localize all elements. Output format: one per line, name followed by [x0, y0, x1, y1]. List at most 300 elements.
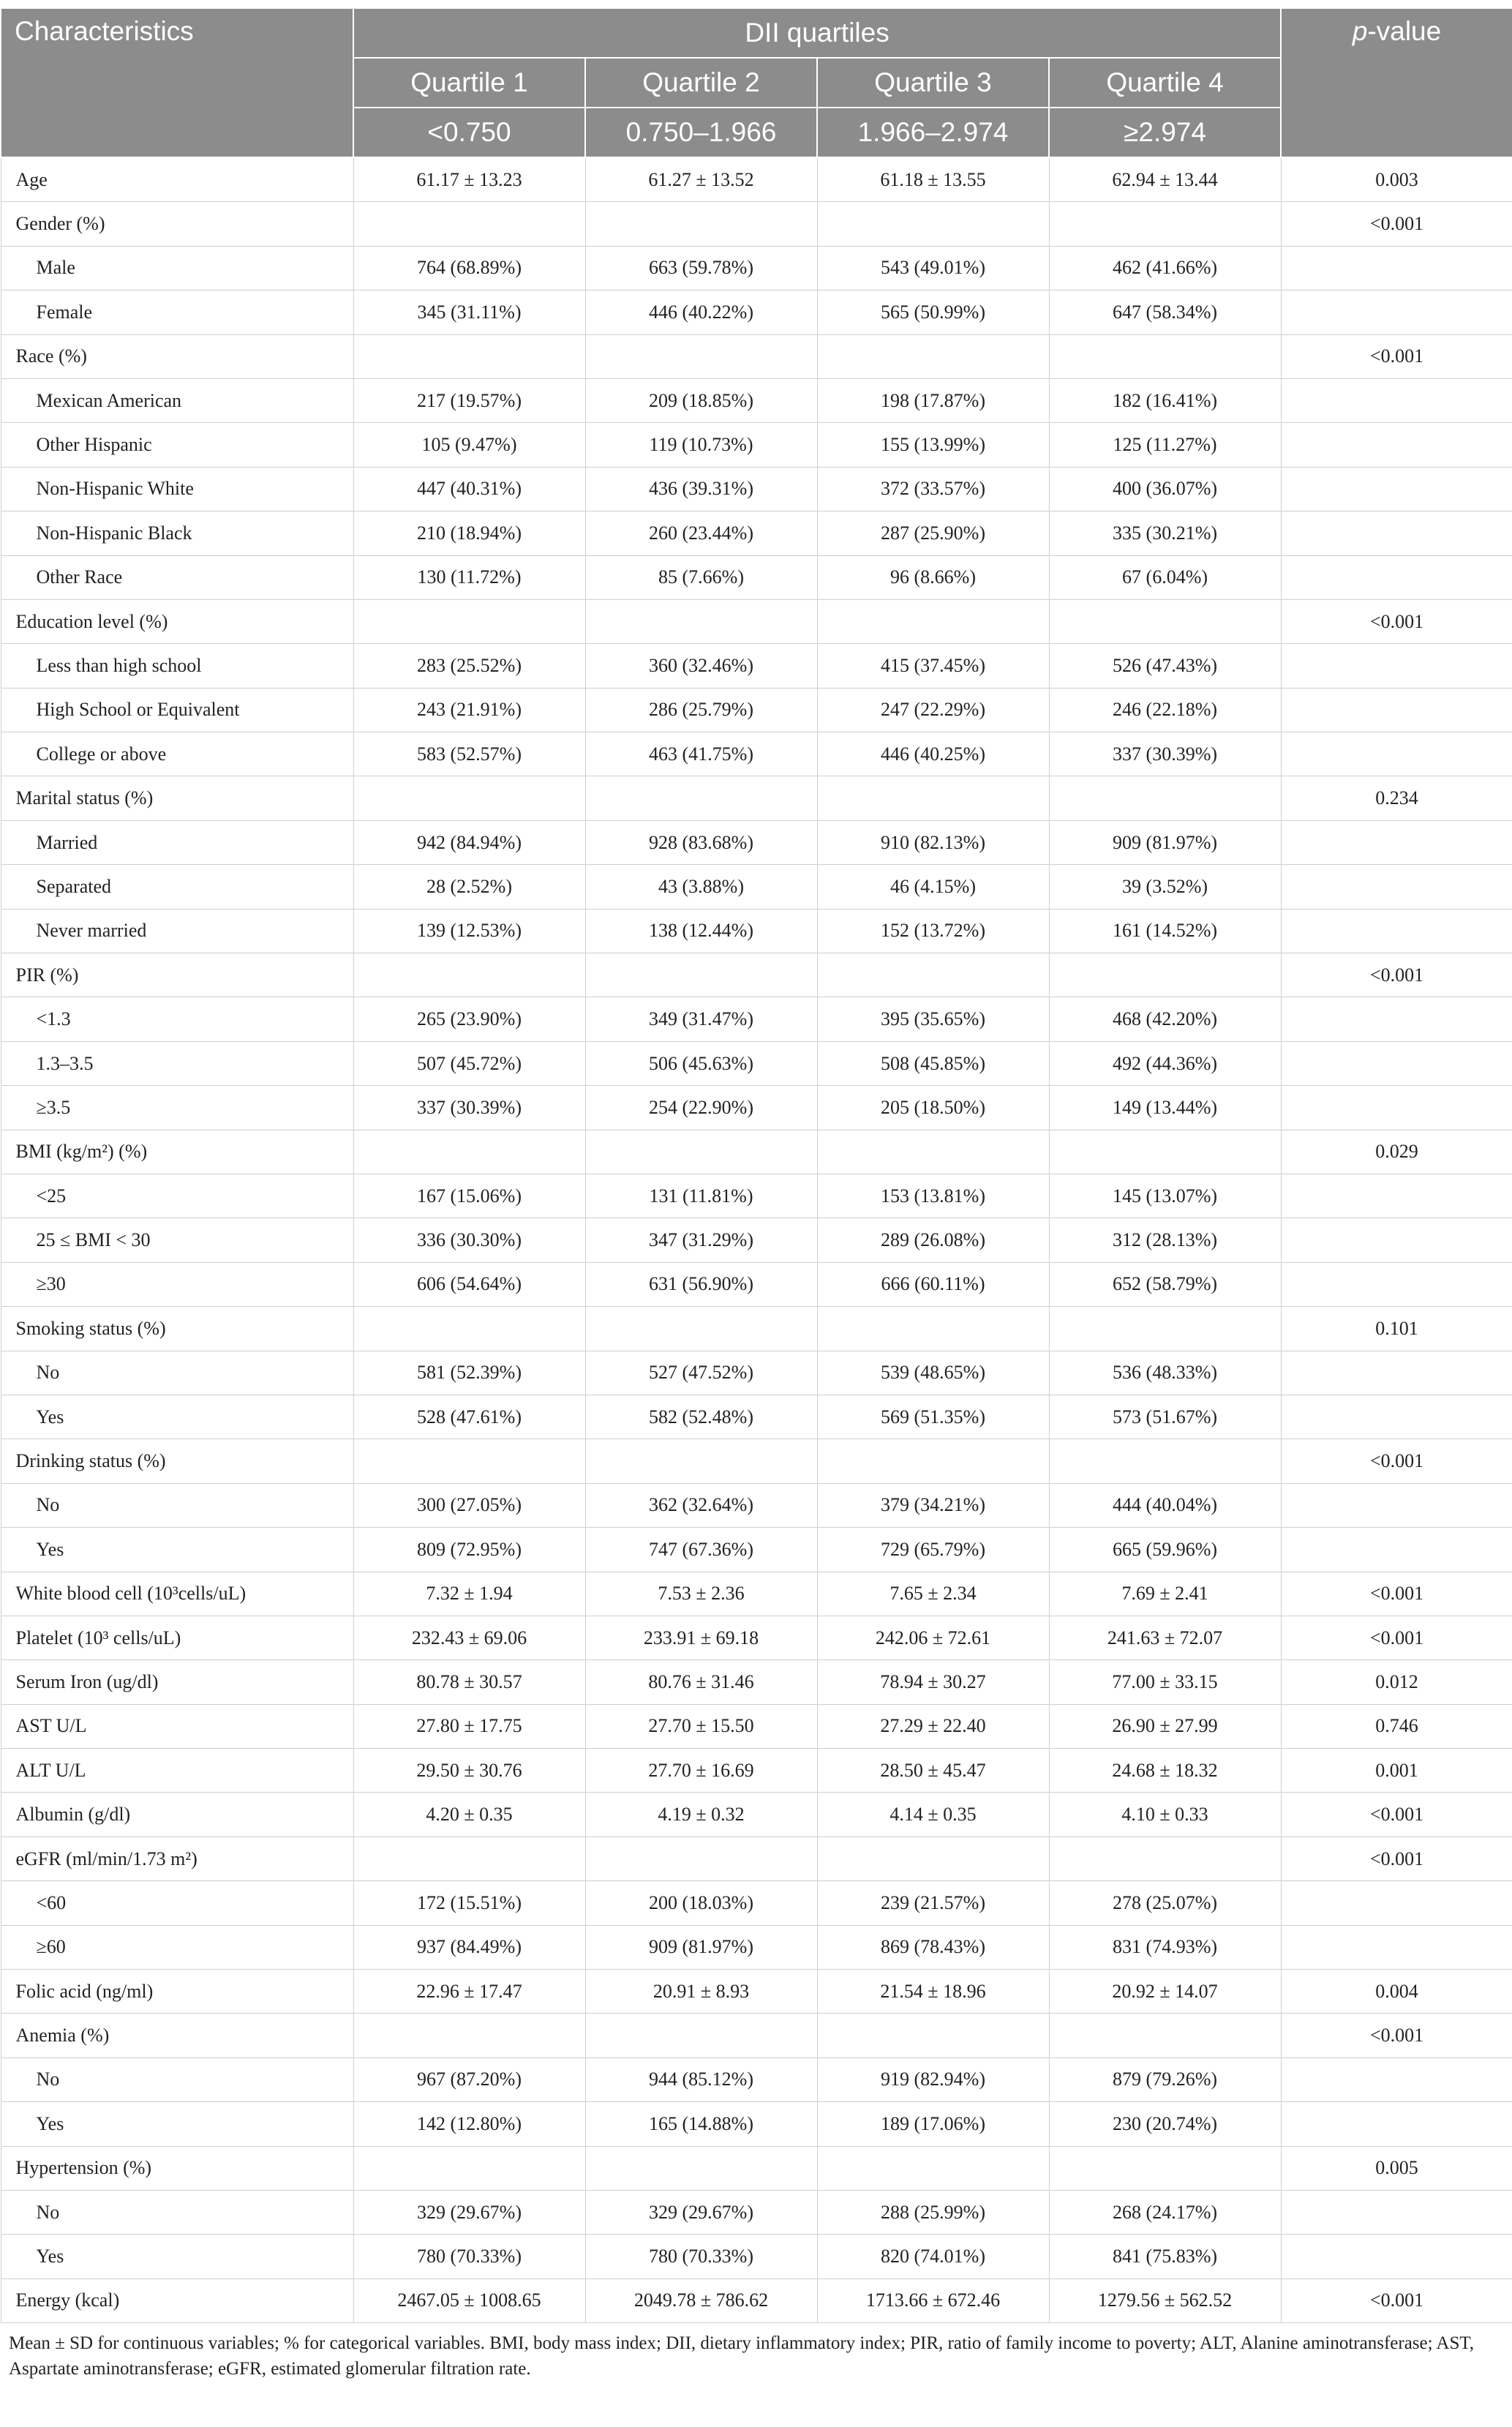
quartile-value-cell: 329 (29.67%)	[353, 2190, 585, 2234]
quartile-value-cell	[585, 599, 817, 643]
quartile-value-cell: 243 (21.91%)	[353, 688, 585, 732]
table-row	[1, 953, 1512, 997]
quartile-value-cell: 436 (39.31%)	[585, 467, 817, 511]
row-label: Drinking status (%)	[1, 1439, 353, 1483]
row-label: Other Hispanic	[1, 423, 353, 467]
quartile-value-cell: 80.78 ± 30.57	[353, 1660, 585, 1704]
table-row	[1, 909, 1512, 953]
quartile-value-cell: 909 (81.97%)	[585, 1925, 817, 1969]
quartile-value-cell: 149 (13.44%)	[1049, 1086, 1281, 1130]
p-value-cell	[1281, 865, 1512, 909]
quartile-value-cell: 581 (52.39%)	[353, 1351, 585, 1395]
p-value-cell	[1281, 688, 1512, 732]
quartile-value-cell: 61.17 ± 13.23	[353, 157, 585, 202]
quartile-value-cell: 729 (65.79%)	[817, 1528, 1049, 1572]
row-label: <25	[1, 1174, 353, 1218]
table-row	[1, 2057, 1512, 2101]
quartile-value-cell	[353, 334, 585, 378]
quartile-value-cell: 329 (29.67%)	[585, 2190, 817, 2234]
row-label: Less than high school	[1, 644, 353, 688]
p-value-cell	[1281, 820, 1512, 864]
p-value-cell: <0.001	[1281, 599, 1512, 643]
quartile-value-cell: 62.94 ± 13.44	[1049, 157, 1281, 202]
table-row	[1, 1439, 1512, 1483]
quartile-value-cell: 125 (11.27%)	[1049, 423, 1281, 467]
quartile-value-cell: 242.06 ± 72.61	[817, 1616, 1049, 1659]
row-label: 1.3–3.5	[1, 1041, 353, 1085]
quartile-value-cell: 583 (52.57%)	[353, 732, 585, 776]
table-row	[1, 157, 1512, 202]
quartile-value-cell: 167 (15.06%)	[353, 1174, 585, 1218]
row-label: Gender (%)	[1, 202, 353, 246]
quartile-value-cell: 942 (84.94%)	[353, 820, 585, 864]
quartile-value-cell: 205 (18.50%)	[817, 1086, 1049, 1130]
p-value-cell: 0.012	[1281, 1660, 1512, 1704]
quartile-value-cell: 967 (87.20%)	[353, 2057, 585, 2101]
quartile-value-cell: 928 (83.68%)	[585, 820, 817, 864]
p-value-cell: <0.001	[1281, 953, 1512, 997]
quartile-value-cell: 1279.56 ± 562.52	[1049, 2278, 1281, 2322]
p-value-cell	[1281, 997, 1512, 1041]
quartile-value-cell: 287 (25.90%)	[817, 511, 1049, 555]
quartile-value-cell: 78.94 ± 30.27	[817, 1660, 1049, 1704]
quartile-value-cell: 155 (13.99%)	[817, 423, 1049, 467]
p-value-cell: <0.001	[1281, 334, 1512, 378]
quartile-value-cell: 1713.66 ± 672.46	[817, 2278, 1049, 2322]
quartile-value-cell: 145 (13.07%)	[1049, 1174, 1281, 1218]
quartile-value-cell: 937 (84.49%)	[353, 1925, 585, 1969]
quartile-value-cell: 28 (2.52%)	[353, 865, 585, 909]
quartile-value-cell: 2467.05 ± 1008.65	[353, 2278, 585, 2322]
quartile-value-cell: 161 (14.52%)	[1049, 909, 1281, 953]
quartile-value-cell: 80.76 ± 31.46	[585, 1660, 817, 1704]
quartile-value-cell	[353, 1307, 585, 1351]
p-value-cell	[1281, 1262, 1512, 1306]
row-label: Separated	[1, 865, 353, 909]
quartile-value-cell: 764 (68.89%)	[353, 246, 585, 290]
table-header	[1, 8, 1512, 157]
p-value-cell: <0.001	[1281, 1439, 1512, 1483]
row-label: Age	[1, 157, 353, 202]
p-value-cell: <0.001	[1281, 1793, 1512, 1837]
quartile-value-cell: 569 (51.35%)	[817, 1395, 1049, 1438]
quartile-value-cell: 67 (6.04%)	[1049, 555, 1281, 599]
p-value-cell	[1281, 732, 1512, 776]
row-label: Other Race	[1, 555, 353, 599]
quartile-value-cell	[817, 2014, 1049, 2057]
quartile-value-cell: 61.18 ± 13.55	[817, 157, 1049, 202]
quartile-value-cell: 232.43 ± 69.06	[353, 1616, 585, 1659]
quartile-value-cell	[353, 2146, 585, 2190]
quartile-value-cell	[585, 1307, 817, 1351]
table-row	[1, 1793, 1512, 1837]
quartile-value-cell: 507 (45.72%)	[353, 1041, 585, 1085]
quartile-value-cell	[1049, 2014, 1281, 2057]
table-row	[1, 2190, 1512, 2234]
p-value-cell: 0.005	[1281, 2146, 1512, 2190]
quartile-value-cell	[353, 202, 585, 246]
quartile-value-cell: 415 (37.45%)	[817, 644, 1049, 688]
quartile-value-cell: 909 (81.97%)	[1049, 820, 1281, 864]
quartile-value-cell: 543 (49.01%)	[817, 246, 1049, 290]
row-label: Male	[1, 246, 353, 290]
p-value-cell	[1281, 2235, 1512, 2278]
p-value-cell	[1281, 1483, 1512, 1527]
quartile-value-cell: 780 (70.33%)	[585, 2235, 817, 2278]
quartile-value-cell: 4.14 ± 0.35	[817, 1793, 1049, 1837]
quartile-value-cell: 20.91 ± 8.93	[585, 1970, 817, 2014]
quartile-value-cell: 463 (41.75%)	[585, 732, 817, 776]
row-label: College or above	[1, 732, 353, 776]
quartile-value-cell: 506 (45.63%)	[585, 1041, 817, 1085]
quartile-value-cell	[1049, 1837, 1281, 1880]
row-label: AST U/L	[1, 1704, 353, 1748]
row-label: ≥3.5	[1, 1086, 353, 1130]
quartile-value-cell: 508 (45.85%)	[817, 1041, 1049, 1085]
p-value-cell: <0.001	[1281, 1616, 1512, 1659]
row-label: No	[1, 2190, 353, 2234]
row-label: <1.3	[1, 997, 353, 1041]
quartile-value-cell: 139 (12.53%)	[353, 909, 585, 953]
quartile-value-cell	[1049, 202, 1281, 246]
p-value-cell: 0.746	[1281, 1704, 1512, 1748]
quartile-value-cell: 246 (22.18%)	[1049, 688, 1281, 732]
quartile-header: Quartile 1	[353, 58, 585, 108]
quartile-value-cell: 26.90 ± 27.99	[1049, 1704, 1281, 1748]
quartile-value-cell: 337 (30.39%)	[353, 1086, 585, 1130]
row-label: Non-Hispanic White	[1, 467, 353, 511]
quartile-value-cell: 46 (4.15%)	[817, 865, 1049, 909]
table-row	[1, 599, 1512, 643]
table-row	[1, 1925, 1512, 1969]
p-value-cell	[1281, 1351, 1512, 1395]
quartile-value-cell: 288 (25.99%)	[817, 2190, 1049, 2234]
table-row	[1, 997, 1512, 1041]
quartile-value-cell: 944 (85.12%)	[585, 2057, 817, 2101]
quartile-value-cell: 200 (18.03%)	[585, 1881, 817, 1925]
table-row	[1, 1395, 1512, 1438]
p-value-cell	[1281, 467, 1512, 511]
table-row	[1, 1616, 1512, 1659]
quartile-value-cell	[817, 1837, 1049, 1880]
row-label: Yes	[1, 1395, 353, 1438]
row-label: Yes	[1, 1528, 353, 1572]
quartile-value-cell: 336 (30.30%)	[353, 1218, 585, 1262]
table-row	[1, 2146, 1512, 2190]
quartile-range: 0.750–1.966	[585, 108, 817, 157]
quartile-value-cell: 217 (19.57%)	[353, 378, 585, 422]
quartile-value-cell: 131 (11.81%)	[585, 1174, 817, 1218]
row-label: Platelet (10³ cells/uL)	[1, 1616, 353, 1659]
p-value-cell	[1281, 644, 1512, 688]
row-label: Energy (kcal)	[1, 2278, 353, 2322]
row-label: Non-Hispanic Black	[1, 511, 353, 555]
quartile-value-cell	[1049, 599, 1281, 643]
row-label: White blood cell (10³cells/uL)	[1, 1572, 353, 1616]
table-row	[1, 1307, 1512, 1351]
quartile-value-cell	[1049, 1130, 1281, 1174]
quartile-value-cell: 27.70 ± 15.50	[585, 1704, 817, 1748]
p-value-cell	[1281, 2102, 1512, 2146]
table-row	[1, 2102, 1512, 2146]
table-row	[1, 2278, 1512, 2322]
quartile-value-cell	[1049, 1307, 1281, 1351]
quartile-value-cell	[585, 334, 817, 378]
quartile-value-cell: 879 (79.26%)	[1049, 2057, 1281, 2101]
p-value-cell: 0.003	[1281, 157, 1512, 202]
characteristics-header: Characteristics	[1, 8, 353, 157]
quartile-value-cell: 631 (56.90%)	[585, 1262, 817, 1306]
p-value-cell	[1281, 1174, 1512, 1218]
quartile-value-cell	[353, 599, 585, 643]
row-label: ≥60	[1, 1925, 353, 1969]
p-value-cell: 0.004	[1281, 1970, 1512, 2014]
quartile-value-cell: 85 (7.66%)	[585, 555, 817, 599]
quartile-value-cell	[1049, 776, 1281, 820]
quartile-value-cell	[817, 599, 1049, 643]
quartile-value-cell	[585, 953, 817, 997]
row-label: Never married	[1, 909, 353, 953]
row-label: ≥30	[1, 1262, 353, 1306]
table-row	[1, 467, 1512, 511]
row-label: Folic acid (ng/ml)	[1, 1970, 353, 2014]
row-label: PIR (%)	[1, 953, 353, 997]
quartile-value-cell: 27.70 ± 16.69	[585, 1749, 817, 1793]
table-row	[1, 1572, 1512, 1616]
quartile-value-cell: 152 (13.72%)	[817, 909, 1049, 953]
quartile-value-cell: 747 (67.36%)	[585, 1528, 817, 1572]
row-label: Yes	[1, 2102, 353, 2146]
row-label: High School or Equivalent	[1, 688, 353, 732]
table-row	[1, 1351, 1512, 1395]
p-value-cell	[1281, 290, 1512, 334]
table-body	[1, 157, 1512, 2323]
table-row	[1, 1262, 1512, 1306]
quartile-value-cell: 21.54 ± 18.96	[817, 1970, 1049, 2014]
row-label: Hypertension (%)	[1, 2146, 353, 2190]
quartile-value-cell: 77.00 ± 33.15	[1049, 1660, 1281, 1704]
quartile-value-cell: 278 (25.07%)	[1049, 1881, 1281, 1925]
quartile-value-cell: 446 (40.22%)	[585, 290, 817, 334]
quartile-value-cell: 210 (18.94%)	[353, 511, 585, 555]
quartile-value-cell: 209 (18.85%)	[585, 378, 817, 422]
row-label: Education level (%)	[1, 599, 353, 643]
row-label: Married	[1, 820, 353, 864]
row-label: Smoking status (%)	[1, 1307, 353, 1351]
quartile-value-cell: 395 (35.65%)	[817, 997, 1049, 1041]
p-value-cell	[1281, 511, 1512, 555]
quartile-value-cell: 265 (23.90%)	[353, 997, 585, 1041]
quartile-value-cell	[353, 776, 585, 820]
quartile-value-cell: 347 (31.29%)	[585, 1218, 817, 1262]
quartile-value-cell	[817, 953, 1049, 997]
quartile-value-cell: 43 (3.88%)	[585, 865, 817, 909]
p-value-cell: <0.001	[1281, 1837, 1512, 1880]
table-container	[0, 7, 1512, 2382]
quartile-value-cell: 286 (25.79%)	[585, 688, 817, 732]
quartile-value-cell: 360 (32.46%)	[585, 644, 817, 688]
quartile-value-cell	[353, 1439, 585, 1483]
table-row	[1, 865, 1512, 909]
row-label: 25 ≤ BMI < 30	[1, 1218, 353, 1262]
p-value-cell: 0.234	[1281, 776, 1512, 820]
table-row	[1, 1704, 1512, 1748]
quartile-value-cell: 22.96 ± 17.47	[353, 1970, 585, 2014]
quartile-value-cell: 289 (26.08%)	[817, 1218, 1049, 1262]
quartile-value-cell: 372 (33.57%)	[817, 467, 1049, 511]
quartile-value-cell: 652 (58.79%)	[1049, 1262, 1281, 1306]
quartile-value-cell: 666 (60.11%)	[817, 1262, 1049, 1306]
quartile-value-cell: 2049.78 ± 786.62	[585, 2278, 817, 2322]
row-label: Albumin (g/dl)	[1, 1793, 353, 1837]
quartile-value-cell	[585, 2146, 817, 2190]
row-label: BMI (kg/m²) (%)	[1, 1130, 353, 1174]
quartile-value-cell: 831 (74.93%)	[1049, 1925, 1281, 1969]
row-label: Race (%)	[1, 334, 353, 378]
quartile-value-cell: 130 (11.72%)	[353, 555, 585, 599]
table-row	[1, 1837, 1512, 1880]
quartile-value-cell	[585, 1439, 817, 1483]
p-value-header	[1281, 8, 1512, 157]
table-row	[1, 1174, 1512, 1218]
quartile-value-cell	[353, 1130, 585, 1174]
quartile-value-cell	[585, 2014, 817, 2057]
quartile-value-cell: 362 (32.64%)	[585, 1483, 817, 1527]
row-label: Yes	[1, 2235, 353, 2278]
table-row	[1, 1881, 1512, 1925]
p-value-cell	[1281, 1881, 1512, 1925]
quartile-value-cell: 189 (17.06%)	[817, 2102, 1049, 2146]
quartile-value-cell	[817, 776, 1049, 820]
quartile-value-cell: 4.10 ± 0.33	[1049, 1793, 1281, 1837]
table-row	[1, 732, 1512, 776]
table-row	[1, 1528, 1512, 1572]
quartile-value-cell: 300 (27.05%)	[353, 1483, 585, 1527]
quartile-value-cell: 61.27 ± 13.52	[585, 157, 817, 202]
quartile-value-cell: 7.53 ± 2.36	[585, 1572, 817, 1616]
p-value-cell: <0.001	[1281, 1572, 1512, 1616]
quartile-value-cell: 7.69 ± 2.41	[1049, 1572, 1281, 1616]
quartile-value-cell: 239 (21.57%)	[817, 1881, 1049, 1925]
quartile-value-cell	[585, 776, 817, 820]
table-row	[1, 1041, 1512, 1085]
quartile-value-cell: 527 (47.52%)	[585, 1351, 817, 1395]
quartile-value-cell: 663 (59.78%)	[585, 246, 817, 290]
quartile-value-cell	[1049, 334, 1281, 378]
p-value-cell	[1281, 246, 1512, 290]
table-row	[1, 511, 1512, 555]
quartile-value-cell	[817, 334, 1049, 378]
p-value-cell	[1281, 555, 1512, 599]
row-label: No	[1, 1351, 353, 1395]
table-row	[1, 290, 1512, 334]
quartile-value-cell: 335 (30.21%)	[1049, 511, 1281, 555]
table-footnote: Mean ± SD for continuous variables; % for categorical variables. BMI, body mass index; DII, dietary inflammatory index; PIR, ratio of family income to poverty; ALT, Alanine aminotransferase; AST, Aspartate aminotransferase; eGFR, estimated glomerular filtration rate.	[9, 2333, 1475, 2379]
row-label: No	[1, 2057, 353, 2101]
quartile-value-cell: 447 (40.31%)	[353, 467, 585, 511]
quartile-range: 1.966–2.974	[817, 108, 1049, 157]
quartile-value-cell: 96 (8.66%)	[817, 555, 1049, 599]
quartile-value-cell: 39 (3.52%)	[1049, 865, 1281, 909]
row-label: <60	[1, 1881, 353, 1925]
quartile-value-cell	[1049, 1439, 1281, 1483]
p-value-cell: 0.101	[1281, 1307, 1512, 1351]
quartile-value-cell	[585, 1837, 817, 1880]
quartile-value-cell: 820 (74.01%)	[817, 2235, 1049, 2278]
quartile-header: Quartile 4	[1049, 58, 1281, 108]
quartile-value-cell	[353, 2014, 585, 2057]
quartile-value-cell: 647 (58.34%)	[1049, 290, 1281, 334]
table-row	[1, 555, 1512, 599]
p-value-cell: 0.001	[1281, 1749, 1512, 1793]
quartile-value-cell: 582 (52.48%)	[585, 1395, 817, 1438]
quartile-value-cell: 241.63 ± 72.07	[1049, 1616, 1281, 1659]
table-row	[1, 1130, 1512, 1174]
quartile-value-cell: 105 (9.47%)	[353, 423, 585, 467]
quartile-value-cell: 4.20 ± 0.35	[353, 1793, 585, 1837]
quartile-value-cell: 665 (59.96%)	[1049, 1528, 1281, 1572]
quartile-value-cell: 119 (10.73%)	[585, 423, 817, 467]
quartile-value-cell	[817, 202, 1049, 246]
quartile-value-cell: 606 (54.64%)	[353, 1262, 585, 1306]
quartile-value-cell	[353, 953, 585, 997]
table-row	[1, 1660, 1512, 1704]
quartile-value-cell	[817, 2146, 1049, 2190]
table-row	[1, 2235, 1512, 2278]
quartile-value-cell: 247 (22.29%)	[817, 688, 1049, 732]
p-value-cell	[1281, 1395, 1512, 1438]
quartile-value-cell	[1049, 953, 1281, 997]
quartile-value-cell: 379 (34.21%)	[817, 1483, 1049, 1527]
quartile-value-cell: 27.29 ± 22.40	[817, 1704, 1049, 1748]
characteristics-table	[0, 7, 1512, 2323]
quartile-value-cell	[585, 202, 817, 246]
quartile-value-cell	[1049, 2146, 1281, 2190]
quartile-value-cell: 142 (12.80%)	[353, 2102, 585, 2146]
quartile-value-cell: 20.92 ± 14.07	[1049, 1970, 1281, 2014]
row-label: Serum Iron (ug/dl)	[1, 1660, 353, 1704]
quartile-value-cell: 536 (48.33%)	[1049, 1351, 1281, 1395]
p-value-cell: <0.001	[1281, 2278, 1512, 2322]
table-row	[1, 820, 1512, 864]
table-row	[1, 246, 1512, 290]
dii-quartiles-header: DII quartiles	[353, 8, 1281, 58]
quartile-value-cell: 345 (31.11%)	[353, 290, 585, 334]
quartile-value-cell: 7.32 ± 1.94	[353, 1572, 585, 1616]
p-value-rest: -value	[1367, 16, 1442, 46]
table-row	[1, 644, 1512, 688]
quartile-value-cell: 198 (17.87%)	[817, 378, 1049, 422]
quartile-value-cell: 492 (44.36%)	[1049, 1041, 1281, 1085]
table-row	[1, 334, 1512, 378]
row-label: Anemia (%)	[1, 2014, 353, 2057]
row-label: ALT U/L	[1, 1749, 353, 1793]
quartile-value-cell: 29.50 ± 30.76	[353, 1749, 585, 1793]
quartile-value-cell: 869 (78.43%)	[817, 1925, 1049, 1969]
quartile-value-cell: 4.19 ± 0.32	[585, 1793, 817, 1837]
quartile-value-cell: 573 (51.67%)	[1049, 1395, 1281, 1438]
quartile-value-cell: 462 (41.66%)	[1049, 246, 1281, 290]
table-row	[1, 1218, 1512, 1262]
quartile-value-cell	[817, 1130, 1049, 1174]
quartile-value-cell: 254 (22.90%)	[585, 1086, 817, 1130]
quartile-value-cell	[353, 1837, 585, 1880]
table-row	[1, 2014, 1512, 2057]
quartile-value-cell: 841 (75.83%)	[1049, 2235, 1281, 2278]
quartile-header: Quartile 2	[585, 58, 817, 108]
quartile-value-cell: 172 (15.51%)	[353, 1881, 585, 1925]
p-value-cell	[1281, 909, 1512, 953]
